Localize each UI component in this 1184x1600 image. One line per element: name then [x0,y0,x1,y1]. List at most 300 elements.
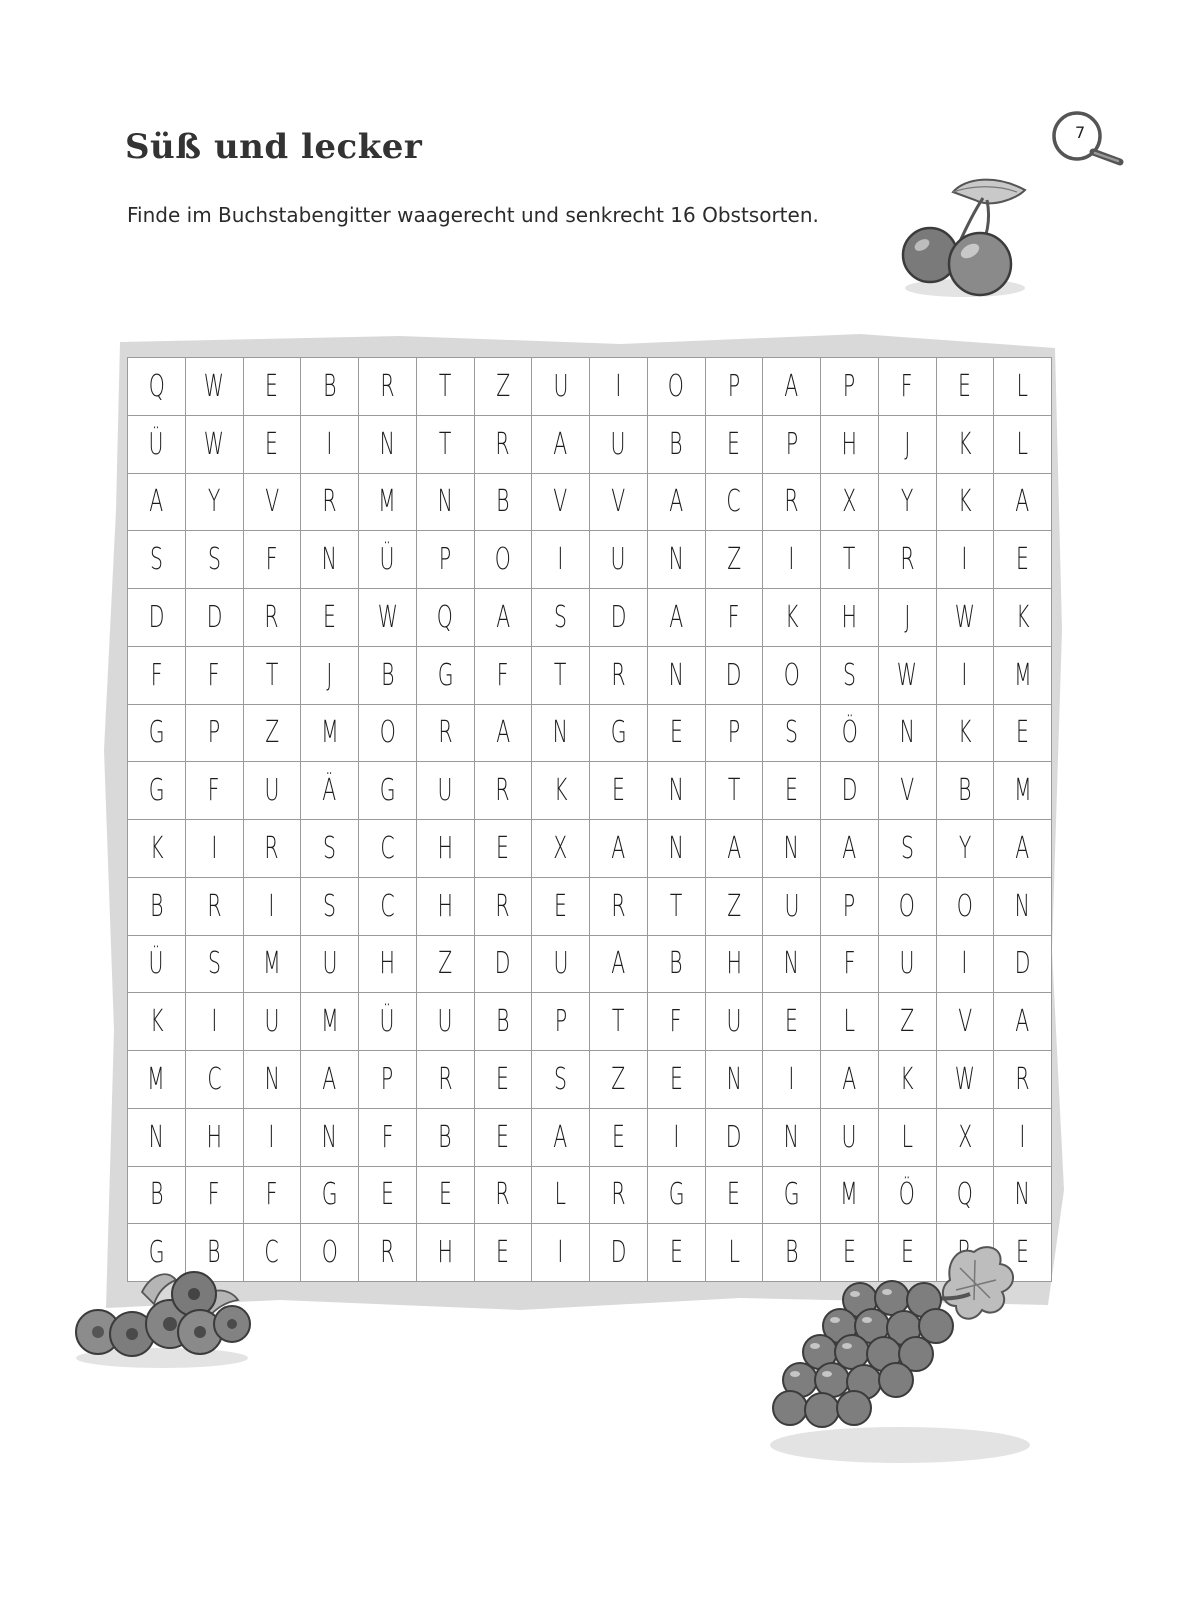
grid-letter: I [211,1004,218,1040]
grid-cell[interactable] [878,704,936,762]
grid-letter: I [788,542,795,578]
grid-cell[interactable] [994,935,1052,993]
grid-cell[interactable] [705,993,763,1051]
grid-letter: P [727,715,741,751]
grid-cell[interactable] [590,415,648,473]
grid-cell[interactable] [994,762,1052,820]
grid-letter: Z [438,946,453,982]
grid-cell[interactable] [128,1166,186,1224]
grid-letter: O [956,888,973,924]
grid-cell[interactable] [243,358,301,416]
grid-cell[interactable] [128,993,186,1051]
grid-cell[interactable] [359,704,417,762]
grid-cell[interactable] [705,1051,763,1109]
grid-cell[interactable] [243,1108,301,1166]
grid-cell[interactable] [243,1051,301,1109]
grid-letter: E [265,368,279,404]
grid-letter: D [206,599,222,635]
grid-cell[interactable] [994,415,1052,473]
grid-cell[interactable] [590,1224,648,1282]
grid-cell[interactable] [301,704,359,762]
grid-letter: N [264,1061,280,1097]
grid-cell[interactable] [243,531,301,589]
grid-cell[interactable] [474,762,532,820]
grid-cell[interactable] [647,877,705,935]
grid-cell[interactable] [647,415,705,473]
grid-cell[interactable] [128,935,186,993]
grid-cell[interactable] [821,646,879,704]
grid-cell[interactable] [705,1108,763,1166]
grid-letter: E [611,1119,625,1155]
grid-cell[interactable] [705,473,763,531]
grid-letter: M [840,1177,859,1213]
grid-cell[interactable] [647,1051,705,1109]
grid-cell[interactable] [532,1166,590,1224]
grid-cell[interactable] [821,1166,879,1224]
grid-cell[interactable] [994,820,1052,878]
grid-letter: Z [495,368,510,404]
grid-cell[interactable] [936,935,994,993]
grid-cell[interactable] [301,646,359,704]
grid-cell[interactable] [705,877,763,935]
grid-letter: A [149,484,164,520]
grid-letter: R [1015,1061,1030,1097]
grid-cell[interactable] [301,935,359,993]
grid-cell[interactable] [301,877,359,935]
grid-cell[interactable] [128,415,186,473]
grid-cell[interactable] [647,358,705,416]
grid-cell[interactable] [590,646,648,704]
grid-letter: Z [726,542,741,578]
grid-cell[interactable] [763,473,821,531]
grid-cell[interactable] [474,589,532,647]
grid-cell[interactable] [243,877,301,935]
grid-cell[interactable] [359,1224,417,1282]
grid-cell[interactable] [532,935,590,993]
grid-cell[interactable] [474,531,532,589]
grid-cell[interactable] [474,1224,532,1282]
grid-cell[interactable] [359,935,417,993]
grid-cell[interactable] [532,1108,590,1166]
grid-cell[interactable] [936,531,994,589]
grid-cell[interactable] [185,358,243,416]
grid-cell[interactable] [243,820,301,878]
grid-cell[interactable] [705,646,763,704]
grid-cell[interactable] [590,1051,648,1109]
grid-cell[interactable] [359,473,417,531]
grid-cell[interactable] [994,993,1052,1051]
grid-letter: I [557,542,564,578]
grid-cell[interactable] [647,531,705,589]
grid-cell[interactable] [821,358,879,416]
grid-cell[interactable] [128,1108,186,1166]
grid-cell[interactable] [532,358,590,416]
grid-row [128,820,1052,878]
grid-cell[interactable] [243,704,301,762]
grid-cell[interactable] [994,589,1052,647]
grid-cell[interactable] [185,704,243,762]
grid-cell[interactable] [590,531,648,589]
grid-cell[interactable] [532,646,590,704]
grid-cell[interactable] [185,531,243,589]
grid-cell[interactable] [243,473,301,531]
grid-cell[interactable] [763,993,821,1051]
grid-cell[interactable] [763,935,821,993]
grid-cell[interactable] [359,1108,417,1166]
grid-cell[interactable] [705,1224,763,1282]
grid-cell[interactable] [763,1166,821,1224]
grid-row [128,993,1052,1051]
grid-cell[interactable] [532,415,590,473]
grid-cell[interactable] [416,589,474,647]
grid-cell[interactable] [821,531,879,589]
grid-cell[interactable] [821,1108,879,1166]
grid-cell[interactable] [301,820,359,878]
grid-cell[interactable] [821,935,879,993]
grid-cell[interactable] [878,589,936,647]
grid-cell[interactable] [878,531,936,589]
grid-cell[interactable] [474,358,532,416]
grid-cell[interactable] [763,531,821,589]
grid-cell[interactable] [128,877,186,935]
grid-cell[interactable] [359,589,417,647]
grid-cell[interactable] [243,589,301,647]
grid-cell[interactable] [705,358,763,416]
grid-cell[interactable] [128,358,186,416]
grid-cell[interactable] [763,820,821,878]
grid-letter: R [611,1177,626,1213]
grid-cell[interactable] [532,1224,590,1282]
grid-cell[interactable] [647,646,705,704]
grid-cell[interactable] [301,473,359,531]
grid-cell[interactable] [532,762,590,820]
grid-cell[interactable] [590,877,648,935]
grid-letter: F [901,368,913,404]
grid-cell[interactable] [532,993,590,1051]
grid-cell[interactable] [878,1108,936,1166]
grid-cell[interactable] [301,1108,359,1166]
grid-cell[interactable] [474,1051,532,1109]
grid-cell[interactable] [705,762,763,820]
grid-cell[interactable] [936,589,994,647]
grid-cell[interactable] [821,415,879,473]
grid-cell[interactable] [416,993,474,1051]
grid-cell[interactable] [359,993,417,1051]
grid-cell[interactable] [878,473,936,531]
grid-cell[interactable] [821,762,879,820]
grid-cell[interactable] [763,762,821,820]
grid-cell[interactable] [821,1051,879,1109]
grid-letter: A [669,599,684,635]
grid-row [128,473,1052,531]
grid-cell[interactable] [416,1166,474,1224]
grid-cell[interactable] [301,762,359,820]
grid-cell[interactable] [185,1051,243,1109]
grid-cell[interactable] [128,646,186,704]
grid-cell[interactable] [474,415,532,473]
grid-cell[interactable] [128,1051,186,1109]
grid-letter: Ö [841,715,858,751]
grid-cell[interactable] [301,1166,359,1224]
grid-cell[interactable] [936,704,994,762]
grid-cell[interactable] [936,1108,994,1166]
grid-letter: Z [726,888,741,924]
grid-cell[interactable] [359,1051,417,1109]
grid-cell[interactable] [532,589,590,647]
grid-cell[interactable] [416,820,474,878]
grid-cell[interactable] [185,589,243,647]
grid-cell[interactable] [763,1108,821,1166]
grid-cell[interactable] [936,1051,994,1109]
page-number: 7 [1075,123,1086,142]
grid-letter: P [438,542,452,578]
grid-letter: P [381,1061,394,1097]
grid-cell[interactable] [878,358,936,416]
grid-letter: E [496,1119,510,1155]
grid-letter: G [379,773,396,809]
grid-cell[interactable] [994,1051,1052,1109]
grid-letter: S [554,599,568,635]
grid-cell[interactable] [705,531,763,589]
grid-cell[interactable] [416,704,474,762]
grid-cell[interactable] [474,1108,532,1166]
grid-cell[interactable] [705,589,763,647]
grid-cell[interactable] [821,993,879,1051]
grid-cell[interactable] [185,473,243,531]
grid-cell[interactable] [647,1166,705,1224]
grid-cell[interactable] [590,1108,648,1166]
grid-cell[interactable] [128,704,186,762]
grid-cell[interactable] [185,935,243,993]
grid-cell[interactable] [532,531,590,589]
grid-cell[interactable] [647,704,705,762]
grid-cell[interactable] [185,415,243,473]
grid-cell[interactable] [359,762,417,820]
grid-letter: R [495,888,510,924]
grid-cell[interactable] [763,589,821,647]
grid-cell[interactable] [185,1166,243,1224]
grid-letter: Y [207,484,221,520]
grid-cell[interactable] [416,762,474,820]
grid-cell[interactable] [590,589,648,647]
grid-cell[interactable] [878,646,936,704]
grid-cell[interactable] [532,704,590,762]
grid-cell[interactable] [416,358,474,416]
grid-cell[interactable] [878,877,936,935]
grid-cell[interactable] [590,820,648,878]
grid-cell[interactable] [359,877,417,935]
grid-letter: R [264,830,279,866]
grid-cell[interactable] [647,1224,705,1282]
grid-row [128,704,1052,762]
grid-cell[interactable] [647,935,705,993]
grid-cell[interactable] [936,1166,994,1224]
grid-cell[interactable] [763,877,821,935]
grid-cell[interactable] [936,877,994,935]
grid-cell[interactable] [185,877,243,935]
grid-cell[interactable] [994,473,1052,531]
grid-cell[interactable] [416,1051,474,1109]
grid-cell[interactable] [474,646,532,704]
grid-cell[interactable] [936,358,994,416]
grid-letter: N [783,830,800,866]
grid-letter: A [1015,830,1030,866]
grid-cell[interactable] [185,762,243,820]
grid-cell[interactable] [936,473,994,531]
grid-cell[interactable] [994,877,1052,935]
instructions: Finde im Buchstabengitter waagerecht und senkrecht 16 Obstsorten. [127,203,819,227]
grid-cell[interactable] [301,1224,359,1282]
grid-cell[interactable] [647,473,705,531]
grid-cell[interactable] [994,1108,1052,1166]
grid-cell[interactable] [301,589,359,647]
grid-letter: R [495,773,510,809]
grid-cell[interactable] [128,589,186,647]
grid-cell[interactable] [416,1224,474,1282]
grid-cell[interactable] [647,993,705,1051]
grid-cell[interactable] [936,415,994,473]
grid-cell[interactable] [474,1166,532,1224]
grid-cell[interactable] [763,358,821,416]
grid-letter: Ü [148,426,164,462]
grid-cell[interactable] [474,877,532,935]
grid-cell[interactable] [128,531,186,589]
grid-cell[interactable] [474,473,532,531]
grid-letter: A [611,830,626,866]
grid-cell[interactable] [878,1166,936,1224]
grid-cell[interactable] [243,646,301,704]
grid-cell[interactable] [301,531,359,589]
grid-cell[interactable] [359,646,417,704]
grid-cell[interactable] [416,1108,474,1166]
grid-cell[interactable] [763,704,821,762]
grid-cell[interactable] [301,993,359,1051]
grid-cell[interactable] [590,704,648,762]
grid-letter: B [669,946,683,982]
grid-cell[interactable] [243,993,301,1051]
grid-cell[interactable] [994,704,1052,762]
grid-cell[interactable] [763,415,821,473]
grid-cell[interactable] [821,820,879,878]
grid-letter: N [148,1119,165,1155]
grid-cell[interactable] [416,531,474,589]
grid-cell[interactable] [359,358,417,416]
grid-cell[interactable] [474,704,532,762]
grid-cell[interactable] [878,415,936,473]
grid-cell[interactable] [128,820,186,878]
grid-cell[interactable] [878,935,936,993]
grid-cell[interactable] [474,993,532,1051]
grid-cell[interactable] [705,704,763,762]
grid-cell[interactable] [185,1108,243,1166]
grid-cell[interactable] [936,646,994,704]
grid-cell[interactable] [243,762,301,820]
grid-cell[interactable] [416,415,474,473]
grid-cell[interactable] [416,935,474,993]
grid-cell[interactable] [532,877,590,935]
grid-letter: L [1016,426,1029,462]
grid-cell[interactable] [763,646,821,704]
grid-cell[interactable] [301,1051,359,1109]
grid-cell[interactable] [474,820,532,878]
grid-letter: G [610,715,627,751]
grid-cell[interactable] [878,820,936,878]
grid-cell[interactable] [994,646,1052,704]
grid-cell[interactable] [647,762,705,820]
grid-cell[interactable] [878,1051,936,1109]
grid-cell[interactable] [705,820,763,878]
grid-cell[interactable] [243,1166,301,1224]
grid-cell[interactable] [936,993,994,1051]
grid-cell[interactable] [994,1166,1052,1224]
grid-cell[interactable] [185,646,243,704]
grid-cell[interactable] [416,473,474,531]
grid-cell[interactable] [243,415,301,473]
grid-cell[interactable] [301,415,359,473]
grid-cell[interactable] [243,935,301,993]
grid-cell[interactable] [647,589,705,647]
grid-cell[interactable] [705,415,763,473]
grid-cell[interactable] [994,358,1052,416]
grid-letter: A [784,368,799,404]
grid-cell[interactable] [128,762,186,820]
grid-letter: R [380,1235,395,1271]
grid-cell[interactable] [532,820,590,878]
grid-cell[interactable] [590,473,648,531]
grid-cell[interactable] [763,1051,821,1109]
grid-cell[interactable] [705,935,763,993]
grid-cell[interactable] [821,704,879,762]
grid-letter: W [377,599,398,635]
grid-cell[interactable] [359,415,417,473]
grid-cell[interactable] [532,473,590,531]
grid-cell[interactable] [416,877,474,935]
grid-cell[interactable] [590,993,648,1051]
grid-cell[interactable] [128,473,186,531]
grid-cell[interactable] [185,993,243,1051]
grid-cell[interactable] [821,473,879,531]
grid-cell[interactable] [936,820,994,878]
grid-cell[interactable] [994,531,1052,589]
grid-letter: I [961,542,968,578]
grid-cell[interactable] [821,877,879,935]
grid-cell[interactable] [705,1166,763,1224]
grid-cell[interactable] [590,762,648,820]
grid-cell[interactable] [821,589,879,647]
grid-cell[interactable] [474,935,532,993]
grid-cell[interactable] [301,358,359,416]
grid-cell[interactable] [878,993,936,1051]
grid-cell[interactable] [647,820,705,878]
grid-letter: I [1019,1119,1026,1155]
grid-letter: O [668,368,685,404]
grid-cell[interactable] [878,762,936,820]
grid-cell[interactable] [936,762,994,820]
grid-cell[interactable] [590,1166,648,1224]
grid-letter: Z [611,1061,626,1097]
grid-cell[interactable] [647,1108,705,1166]
grid-cell[interactable] [416,646,474,704]
grid-cell[interactable] [590,935,648,993]
grid-cell[interactable] [590,358,648,416]
grid-cell[interactable] [532,1051,590,1109]
grid-letter: V [900,773,915,809]
grid-cell[interactable] [359,820,417,878]
grid-cell[interactable] [359,531,417,589]
grid-cell[interactable] [359,1166,417,1224]
grid-letter: N [899,715,915,751]
grid-cell[interactable] [185,820,243,878]
